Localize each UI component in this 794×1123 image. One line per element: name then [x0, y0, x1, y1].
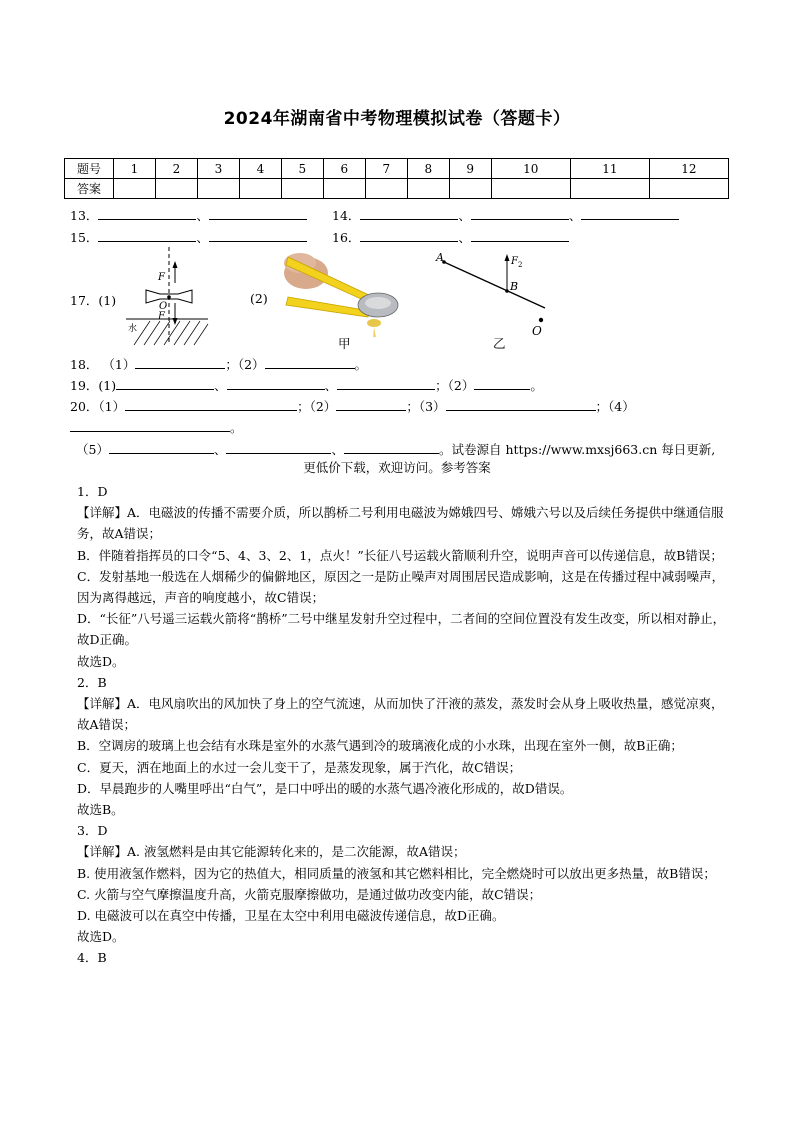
answer-blank[interactable] — [98, 229, 196, 242]
answer-blank[interactable] — [227, 377, 325, 390]
answer-cell[interactable] — [323, 179, 365, 199]
answer-blank[interactable] — [209, 207, 307, 220]
answer-grid — [64, 158, 729, 199]
answer-cell[interactable] — [114, 179, 156, 199]
question-16: 16． 、 — [332, 228, 569, 246]
grid-number: 2 — [155, 159, 197, 179]
grid-number: 7 — [365, 159, 407, 179]
answer-line: 【详解】A. 液氢燃料是由其它能源转化来的，是二次能源，故A错误； — [77, 844, 466, 860]
figure-yi-caption: 乙 — [493, 336, 506, 351]
force-f2-label: F — [511, 256, 518, 267]
answer-line: D．早晨跑步的人嘴里呼出“白气”，是口中呼出的暖的水蒸气遇冷液化形成的，故D错误。 — [77, 780, 573, 796]
question-17-part1-label: 17．(1) — [70, 293, 117, 308]
question-19: 19．(1) 、 、 ；（2） 。 — [70, 378, 543, 393]
point-o-label: O — [159, 301, 168, 312]
water-label: 水 — [128, 324, 138, 334]
grid-row-answers — [65, 179, 729, 199]
answer-line: 故选D。 — [77, 929, 125, 945]
answer-line: C. 火箭与空气摩擦温度升高，火箭克服摩擦做功，是通过做功改变内能，故C错误； — [77, 886, 542, 902]
answer-cell[interactable] — [155, 179, 197, 199]
grid-row-numbers — [65, 159, 729, 179]
answer-blank[interactable] — [344, 441, 439, 454]
force-f2-subscript: 2 — [518, 261, 523, 269]
answer-cell[interactable] — [491, 179, 570, 199]
answer-blank[interactable] — [446, 398, 596, 411]
grid-row-label: 题号 — [65, 159, 114, 179]
lever-diagram — [432, 248, 557, 340]
question-13: 13． 、 — [70, 206, 307, 224]
answer-line: 【详解】A．电磁波的传播不需要介质，所以鹊桥二号利用电磁波为嫦娥四号、嫦娥六号以及后续任务提供中继通信服务，故A错误； — [77, 505, 724, 542]
answer-cell[interactable] — [649, 179, 728, 199]
answer-blank[interactable] — [116, 377, 214, 390]
point-b-label: B — [510, 280, 519, 293]
answer-blank[interactable] — [98, 207, 196, 220]
page-title: 2024年湖南省中考物理模拟试卷（答题卡） — [223, 109, 571, 129]
lever-bar — [444, 262, 545, 308]
answer-blank[interactable] — [125, 398, 297, 411]
answer-blank[interactable] — [474, 377, 530, 390]
question-18: 18． （1） ；（2） 。 — [70, 357, 368, 372]
answer-blank[interactable] — [471, 207, 569, 220]
answer-line: C．夏天，洒在地面上的水过一会儿变干了，是蒸发现象，属于汽化，故C错误； — [77, 759, 522, 775]
answer-blank[interactable] — [471, 229, 569, 242]
answer-cell[interactable] — [281, 179, 323, 199]
grid-row-label: 答案 — [65, 179, 114, 199]
question-15: 15． 、 — [70, 228, 307, 246]
answer-line: 故选B。 — [77, 802, 124, 818]
answer-line: 1．D — [77, 484, 108, 499]
answer-line: 2．B — [77, 674, 107, 690]
answer-blank[interactable] — [109, 441, 214, 454]
pivot-point — [539, 318, 543, 322]
grid-number: 12 — [649, 159, 728, 179]
answer-line: C．发射基地一般选在人烟稀少的偏僻地区，原因之一是防止噪声对周围居民造成影响，这是在传播过程中减弱噪声，因为离得越远，声音的响度越小，故C错误； — [77, 568, 725, 606]
answer-blank[interactable] — [360, 207, 458, 220]
answer-line: D．“长征”八号遥三运载火箭将“鹊桥”二号中继星发射升空过程中，二者间的空间位置没有发生改变，所以相对静止，故D正确。 — [77, 611, 726, 648]
question-20-continued: 。 — [70, 418, 243, 436]
answer-blank[interactable] — [135, 356, 225, 369]
answer-blank[interactable] — [336, 398, 406, 411]
answer-key — [77, 481, 727, 969]
answer-cell[interactable] — [197, 179, 239, 199]
answer-line: B．伴随着指挥员的口令“5、4、3、2、1，点火！”长征八号运载火箭顺利升空，说明声音可以传递信息，故B错误； — [77, 547, 723, 563]
answer-blank[interactable] — [265, 356, 355, 369]
answer-line: B．空调房的玻璃上也会结有水珠是室外的水蒸气遇到冷的玻璃液化成的小水珠，出现在室外一侧，故B正确； — [77, 738, 683, 754]
grid-number: 3 — [197, 159, 239, 179]
question-20-part5: （5） 、 、 。试卷源自 https://www.mxsj663.cn 每日更新, — [76, 442, 716, 457]
buoyancy-figure — [124, 245, 214, 350]
force-label-bottom: F — [158, 311, 165, 322]
answer-cell[interactable] — [239, 179, 281, 199]
answer-line: 【详解】A．电风扇吹出的风加快了身上的空气流速，从而加快了汗液的蒸发，蒸发时会从身上吸收热量，感觉凉爽，故A错误； — [77, 696, 724, 733]
answer-blank[interactable] — [360, 229, 458, 242]
answer-line: 故选D。 — [77, 653, 125, 669]
grid-number: 1 — [114, 159, 156, 179]
grid-number: 9 — [449, 159, 491, 179]
answer-cell[interactable] — [570, 179, 649, 199]
point-a-label: A — [436, 251, 444, 264]
source-notice-line: 更低价下载，欢迎访问。参考答案 — [303, 460, 491, 475]
force-label-top: F — [158, 272, 165, 283]
answer-line: 4．B — [77, 950, 107, 966]
answer-blank[interactable] — [70, 419, 230, 432]
answer-blank[interactable] — [209, 229, 307, 242]
grid-number: 11 — [570, 159, 649, 179]
answer-blank[interactable] — [337, 377, 435, 390]
answer-blank[interactable] — [226, 441, 331, 454]
answer-line: D. 电磁波可以在真空中传播，卫星在太空中利用电磁波传递信息，故D正确。 — [77, 908, 505, 924]
point-o-label: O — [532, 324, 542, 338]
answer-cell[interactable] — [407, 179, 449, 199]
question-17-part2-label: (2) — [250, 291, 268, 306]
answer-line: 3．D — [77, 823, 108, 839]
answer-cell[interactable] — [365, 179, 407, 199]
figure-jia-caption: 甲 — [338, 336, 351, 351]
question-20: 20．（1） ；（2） ；（3） ；（4） — [70, 399, 635, 414]
water-hatching — [134, 321, 208, 345]
grid-number: 10 — [491, 159, 570, 179]
grid-number: 4 — [239, 159, 281, 179]
grid-number: 8 — [407, 159, 449, 179]
answer-cell[interactable] — [449, 179, 491, 199]
question-14: 14． 、 、 — [332, 206, 679, 224]
answer-line: B. 使用液氢作燃料，因为它的热值大，相同质量的液氢和其它燃料相比，完全燃烧时可以放出更多热量，故B错误； — [77, 865, 716, 881]
grid-number: 6 — [323, 159, 365, 179]
lemon-squeezer-photo — [278, 245, 403, 337]
grid-number: 5 — [281, 159, 323, 179]
answer-blank[interactable] — [581, 207, 679, 220]
